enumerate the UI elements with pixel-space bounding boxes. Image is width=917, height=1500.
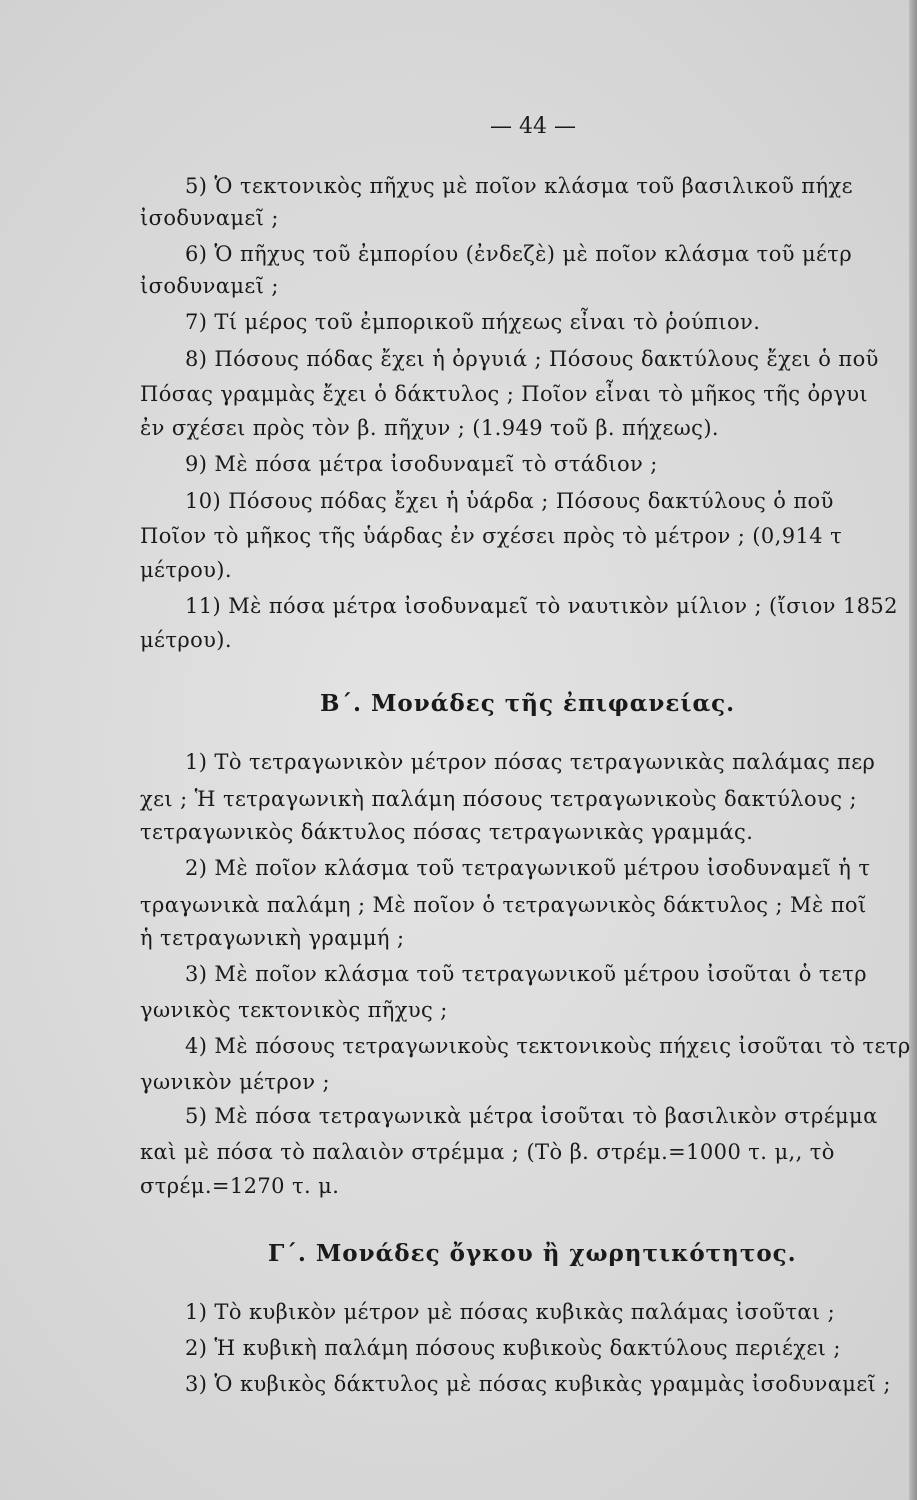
text-line: 1) Τὸ τετραγωνικὸν μέτρον πόσας τετραγωνικὰς παλάμας περ	[185, 750, 876, 774]
text-line: 10) Πόσους πόδας ἔχει ἡ ὑάρδα ; Πόσους δακτύλους ὁ ποῦ	[185, 489, 834, 513]
text-line: 11) Μὲ πόσα μέτρα ἰσοδυναμεῖ τὸ ναυτικὸν μίλιον ; (ἴσιον 1852	[185, 594, 898, 618]
text-line: 5) Ὁ τεκτονικὸς πῆχυς μὲ ποῖον κλάσμα τοῦ βασιλικοῦ πήχε	[185, 174, 853, 198]
text-line: Πόσας γραμμὰς ἔχει ὁ δάκτυλος ; Ποῖον εἶναι τὸ μῆκος τῆς ὀργυι	[140, 382, 869, 406]
text-line: ἐν σχέσει πρὸς τὸν β. πῆχυν ; (1.949 τοῦ β. πήχεως).	[140, 416, 719, 440]
text-line: στρέμ.=1270 τ. μ.	[140, 1174, 340, 1198]
text-line: μέτρου).	[140, 558, 232, 582]
text-line: 5) Μὲ πόσα τετραγωνικὰ μέτρα ἰσοῦται τὸ βασιλικὸν στρέμμα	[185, 1104, 878, 1128]
text-line: ἰσοδυναμεῖ ;	[140, 274, 279, 298]
text-line: 6) Ὁ πῆχυς τοῦ ἐμπορίου (ἐνδεζὲ) μὲ ποῖον κλάσμα τοῦ μέτρ	[185, 242, 853, 266]
text-line: ἡ τετραγωνικὴ γραμμή ;	[140, 926, 405, 950]
text-line: καὶ μὲ πόσα τὸ παλαιὸν στρέμμα ; (Τὸ β. στρέμ.=1000 τ. μ,, τὸ	[140, 1140, 835, 1164]
page-number: — 44 —	[490, 114, 576, 139]
text-line: τετραγωνικὸς δάκτυλος πόσας τετραγωνικὰς γραμμάς.	[140, 820, 754, 844]
text-line: 1) Τὸ κυβικὸν μέτρον μὲ πόσας κυβικὰς παλάμας ἰσοῦται ;	[185, 1300, 836, 1324]
text-line: μέτρου).	[140, 628, 232, 652]
text-line: 3) Μὲ ποῖον κλάσμα τοῦ τετραγωνικοῦ μέτρου ἰσοῦται ὁ τετρ	[185, 962, 867, 986]
text-line: τραγωνικὰ παλάμη ; Μὲ ποῖον ὁ τετραγωνικὸς δάκτυλος ; Μὲ ποῖ	[140, 893, 867, 917]
text-line: 4) Μὲ πόσους τετραγωνικοὺς τεκτονικοὺς πήχεις ἰσοῦται τὸ τετρ	[185, 1034, 911, 1058]
text-line: Ποῖον τὸ μῆκος τῆς ὑάρδας ἐν σχέσει πρὸς τὸ μέτρον ; (0,914 τ	[140, 524, 843, 548]
text-line: 2) Ἡ κυβικὴ παλάμη πόσους κυβικοὺς δακτύλους περιέχει ;	[185, 1336, 841, 1360]
text-line: γωνικὸς τεκτονικὸς πῆχυς ;	[140, 998, 448, 1022]
text-line: 9) Μὲ πόσα μέτρα ἰσοδυναμεῖ τὸ στάδιον ;	[185, 452, 658, 476]
text-line: γωνικὸν μέτρον ;	[140, 1070, 330, 1094]
text-line: 7) Τί μέρος τοῦ ἐμπορικοῦ πήχεως εἶναι τὸ ῥούπιον.	[185, 310, 761, 334]
text-line: χει ; Ἡ τετραγωνικὴ παλάμη πόσους τετραγωνικοὺς δακτύλους ;	[140, 787, 857, 811]
text-line: 8) Πόσους πόδας ἔχει ἡ ὀργυιά ; Πόσους δακτύλους ἔχει ὁ ποῦ	[185, 347, 879, 371]
section-heading-c: Γ΄. Μονάδες ὄγκου ἢ χωρητικότητος.	[268, 1240, 797, 1267]
text-line: 3) Ὁ κυβικὸς δάκτυλος μὲ πόσας κυβικὰς γραμμὰς ἰσοδυναμεῖ ;	[185, 1372, 891, 1396]
text-line: ἰσοδυναμεῖ ;	[140, 206, 279, 230]
section-heading-b: Β΄. Μονάδες τῆς ἐπιφανείας.	[320, 690, 736, 717]
page-edge-shadow	[909, 0, 917, 1500]
text-line: 2) Μὲ ποῖον κλάσμα τοῦ τετραγωνικοῦ μέτρου ἰσοδυναμεῖ ἡ τ	[185, 856, 871, 880]
